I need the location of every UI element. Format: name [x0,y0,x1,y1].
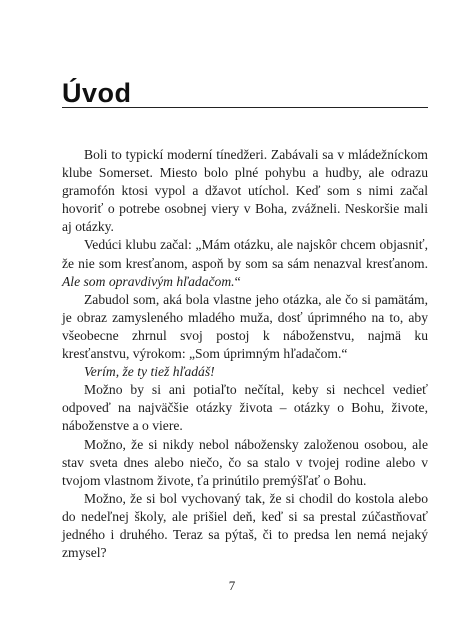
paragraph: Možno, že si nikdy nebol nábožensky založenou osobou, ale stav sveta dnes alebo niečo, čo sa stalo v tvojej rodine alebo v tvojom vlastnom živote, ťa prinútilo premýšľať o Bohu. [62,436,428,488]
paragraph: Zabudol som, aká bola vlastne jeho otázka, ale čo si pamätám, je obraz zamysleného mladého muža, dosť úprimného na to, aby všeobecne zhrnul svoj postoj k náboženstvu, najmä ku kresťanstvu, výrokom: „Som úprimným hľadačom.“ [62,291,428,362]
paragraph: Možno by si ani potiaľto nečítal, keby si nechcel vedieť odpoveď na najväčšie otázky života – otázky o Bohu, živote, náboženstve a o viere. [62,382,428,434]
title-underline [62,107,428,108]
emphasis: Ale som opravdivým hľadačom. [62,273,235,289]
emphasis: Verím, že ty tiež hľadáš! [84,364,215,380]
paragraph: Vedúci klubu začal: „Mám otázku, ale najskôr chcem objasniť, že nie som kresťanom, aspoň by som sa sám nenazval kresťanom. Ale som opravdivým hľadačom.“ [62,237,428,289]
paragraph: Boli to typickí moderní tínedžeri. Zabávali sa v mládežníckom klube Somerset. Miesto bolo plné pohybu a hudby, ale odrazu gramofón ktosi vypol a džavot utíchol. Keď som s nimi začal hovoriť o potrebe osobnej viery v Boha, zvážneli. Neskoršie mali aj otázky. [62,147,428,235]
body-text [62,146,428,562]
chapter-title: Úvod [62,78,132,108]
page-number: 7 [228,578,236,593]
paragraph: Možno, že si bol vychovaný tak, že si chodil do kostola alebo do nedeľnej školy, ale prišiel deň, keď si sa prestal zúčastňovať jedného i druhého. Teraz sa pýtaš, či to predsa len nemá nejaký zmysel? [62,490,428,561]
paragraph [62,363,428,381]
